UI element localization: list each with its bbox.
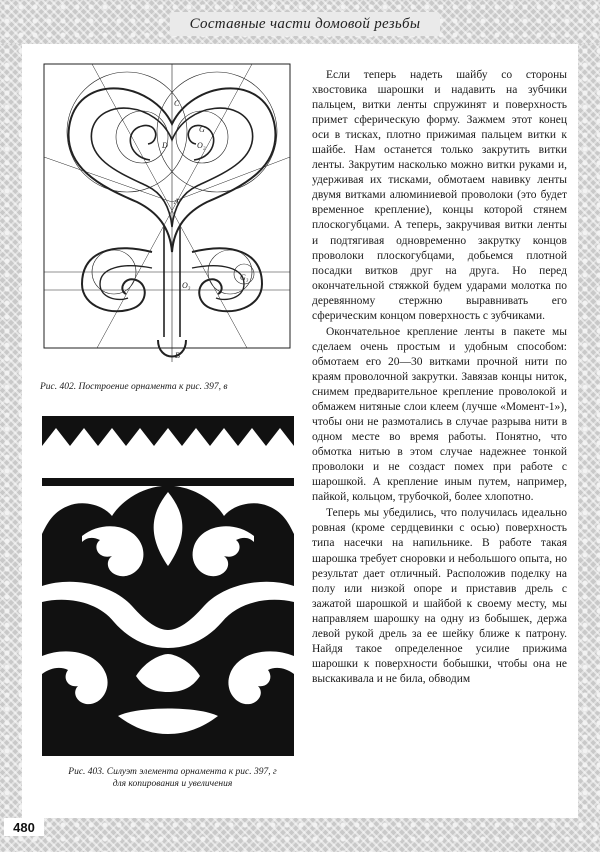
label-g3: G₃ xyxy=(240,273,249,282)
page-number: 480 xyxy=(4,818,44,836)
running-header-title: Составные части домовой резьбы xyxy=(189,15,421,32)
figure-403-silhouette xyxy=(42,416,294,756)
label-c: С xyxy=(174,99,180,108)
figure-402-caption: Рис. 402. Построение орнамента к рис. 397, в xyxy=(40,382,228,392)
paragraph: Если теперь надеть шайбу со стороны хвостовика шарошки и надавить на зубчики пальцем, витки ленты спружинят и поверхность примет сферическую форму. Зажмем этот конец оси в тисках, плотно прижимая пальцем витки к шайбе. Нам останется только закрутить витки ленты. Закрутим насколько можно витки руками и, удерживая их тисками, обмотаем навивку ленты двумя витками алюминиевой проволоки (это будет временное крепление), концы которой стянем плоскогубцами. А теперь, закручивая витки ленты и подтягивая одновременно закрутку концов проволоки плоскогубцами, добьемся плотной посадки витков друг на друга. Но перед окончательной стяжкой будем ударами молотка по деревянному стержню выравнивать его сферическим концом поверхность с зубчиками. xyxy=(312,69,567,322)
figure-402-construction-drawing xyxy=(42,62,292,367)
figure-403-caption xyxy=(40,766,305,790)
decorative-border-bottom xyxy=(0,818,600,852)
paragraph: Теперь мы убедились, что получилась идеально ровная (кроме сердцевинки с осью) поверхность типа насечки на напильнике. В работе такая шарошка требует сноровки и небольшого опыта, но результат дает отличный. Расположив поделку на полу или низкой опоре и приставив дрель с зажатой шарошкой и шайбой к своему месту, мы направляем шарошку на одну из бобышек, держа левой рукой дрель за ее шейку ближе к патрону. Найдя такое определенное усилие прижима шарошки к поверхности бобышки, чтобы она не выскакивала и не била, обводим xyxy=(312,507,567,685)
label-g: G xyxy=(199,125,205,134)
paragraph: Окончательное крепление ленты в пакете мы сделаем очень простым и удобным способом: обмотаем его 20—30 витками прочной нити по краям проволочной закрутки. Завязав концы ниток, снимем предварительное крепление проволокой и обмажем нитяные слои клеем (лучше «Момент-1»), чтобы они не размотались в случае разрыва нити в одном месте во время работы. Понятно, что обмотка нитью в этом случае надежнее тонкой проволоки и не создаст помех при работе с шарошкой. А крепление иным путем, например, пайкой, кольцом, трубочкой, более хлопотно. xyxy=(312,325,567,504)
figure-403-caption-line2: для копирования и увеличения xyxy=(112,779,233,789)
label-o2: O₂ xyxy=(197,141,206,150)
figure-403-caption-line1: Рис. 403. Силуэт элемента орнамента к рис. 397, г xyxy=(68,767,277,777)
decorative-border-left xyxy=(0,44,22,818)
label-a: A xyxy=(174,197,179,206)
body-text-column xyxy=(312,68,567,688)
label-d: D xyxy=(162,141,168,150)
decorative-border-right xyxy=(578,44,600,818)
label-o3: O₃ xyxy=(182,281,191,290)
running-header xyxy=(170,12,440,36)
label-b: B xyxy=(175,351,180,360)
